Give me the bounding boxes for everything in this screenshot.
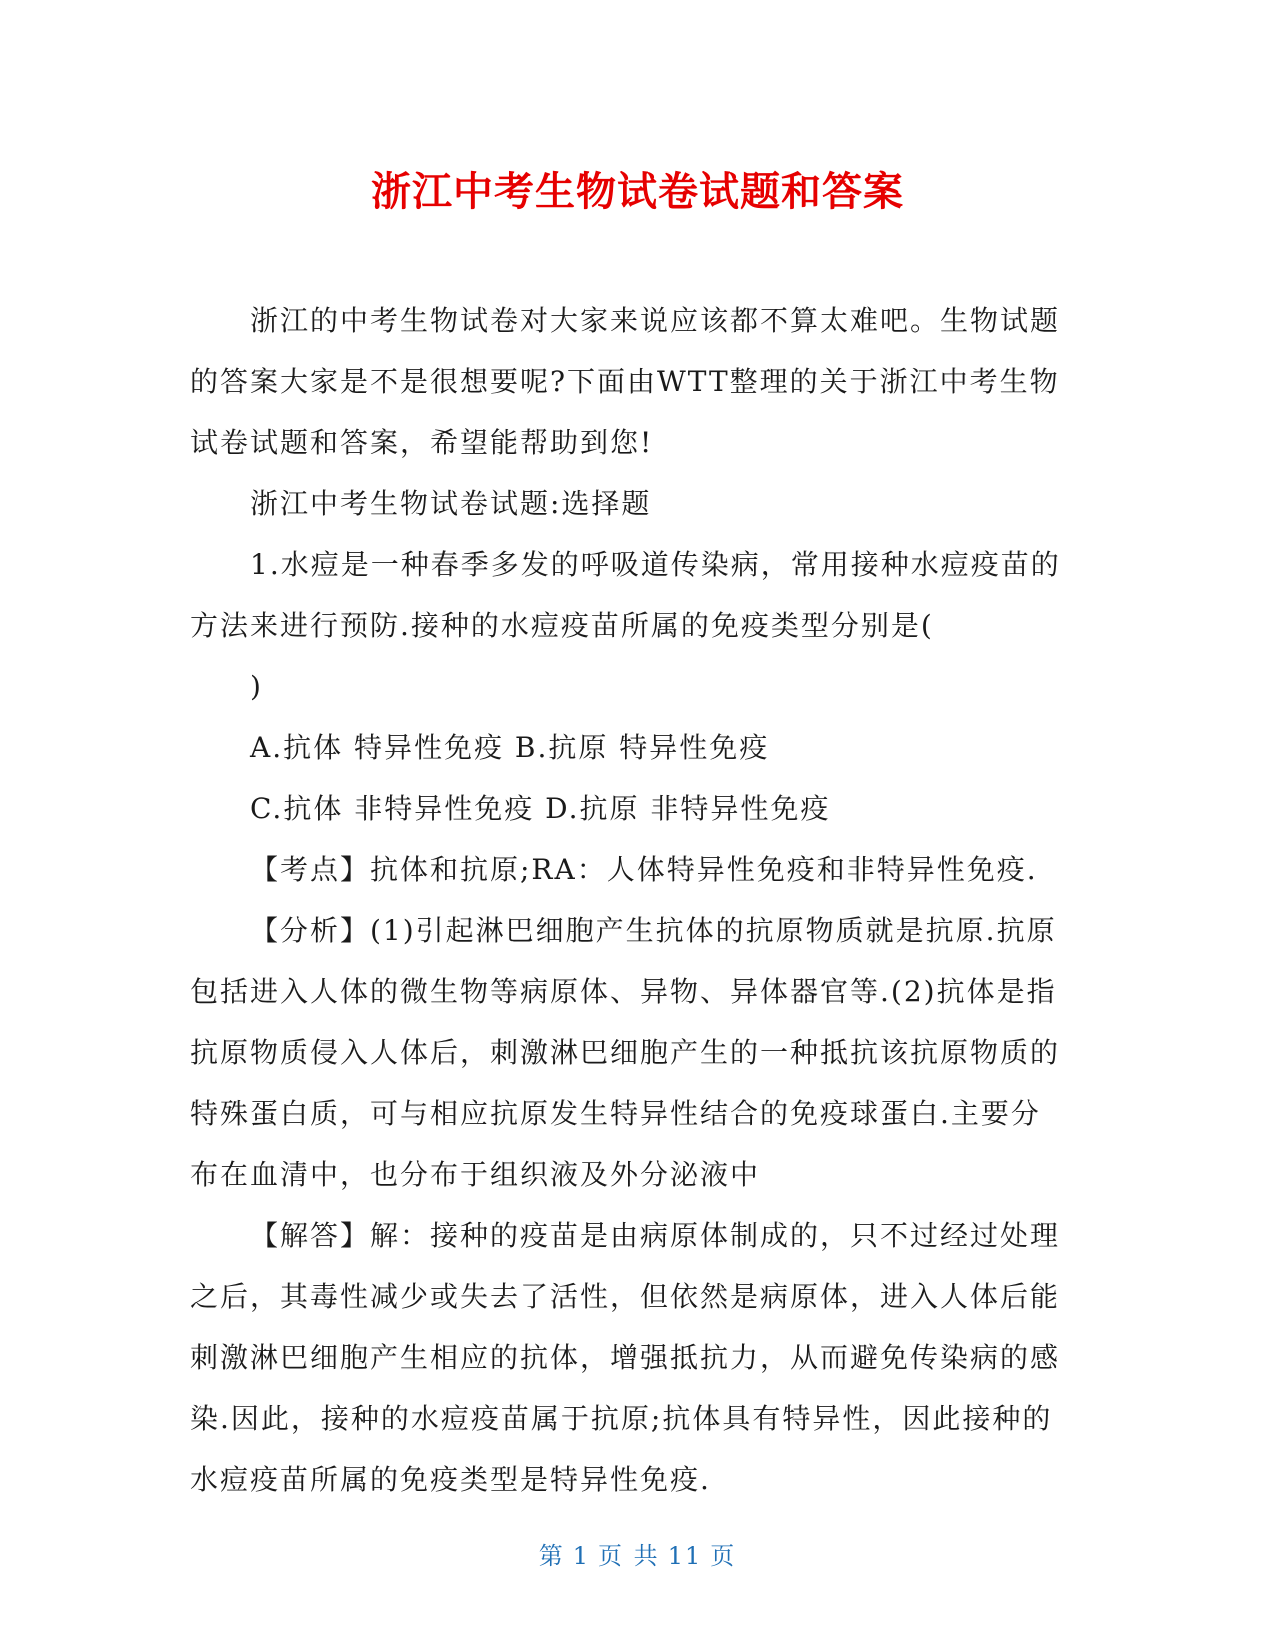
analysis-paragraph: 【分析】(1)引起淋巴细胞产生抗体的抗原物质就是抗原.抗原包括进入人体的微生物等病原体、异物、异体器官等.(2)抗体是指抗原物质侵入人体后，刺激淋巴细胞产生的一种抵抗该抗原物质的特殊蛋白质，可与相应抗原发生特异性结合的免疫球蛋白.主要分布在血清中，也分布于组织液及外分泌液中 [190,914,1061,1191]
page-footer [0,1536,1275,1571]
question-1-paren: ) [250,670,263,703]
section-heading: 浙江中考生物试卷试题:选择题 [250,487,652,520]
page-title: 浙江中考生物试卷试题和答案 [371,169,904,215]
document-body [190,290,1070,1510]
footer-page-number: 1 [572,1542,591,1570]
footer-suffix: 页 [710,1542,737,1570]
footer-prefix: 第 [538,1542,565,1570]
intro-paragraph: 浙江的中考生物试卷对大家来说应该都不算太难吧。生物试题的答案大家是不是很想要呢?下面由WTT整理的关于浙江中考生物试卷试题和答案，希望能帮助到您! [190,304,1061,459]
question-1-options-cd: C.抗体 非特异性免疫 D.抗原 非特异性免疫 [250,792,831,825]
footer-mid: 页 共 [598,1542,660,1570]
question-1-text: 1.水痘是一种春季多发的呼吸道传染病，常用接种水痘疫苗的方法来进行预防.接种的水痘疫苗所属的免疫类型分别是( [190,548,1061,642]
knowledge-point: 【考点】抗体和抗原;RA：人体特异性免疫和非特异性免疫. [250,853,1038,886]
question-1-options-ab: A.抗体 特异性免疫 B.抗原 特异性免疫 [250,731,770,764]
answer-paragraph: 【解答】解：接种的疫苗是由病原体制成的，只不过经过处理之后，其毒性减少或失去了活性，但依然是病原体，进入人体后能刺激淋巴细胞产生相应的抗体，增强抵抗力，从而避免传染病的感染.因此，接种的水痘疫苗属于抗原;抗体具有特异性，因此接种的水痘疫苗所属的免疫类型是特异性免疫. [190,1219,1061,1496]
footer-total-pages: 11 [667,1542,703,1570]
